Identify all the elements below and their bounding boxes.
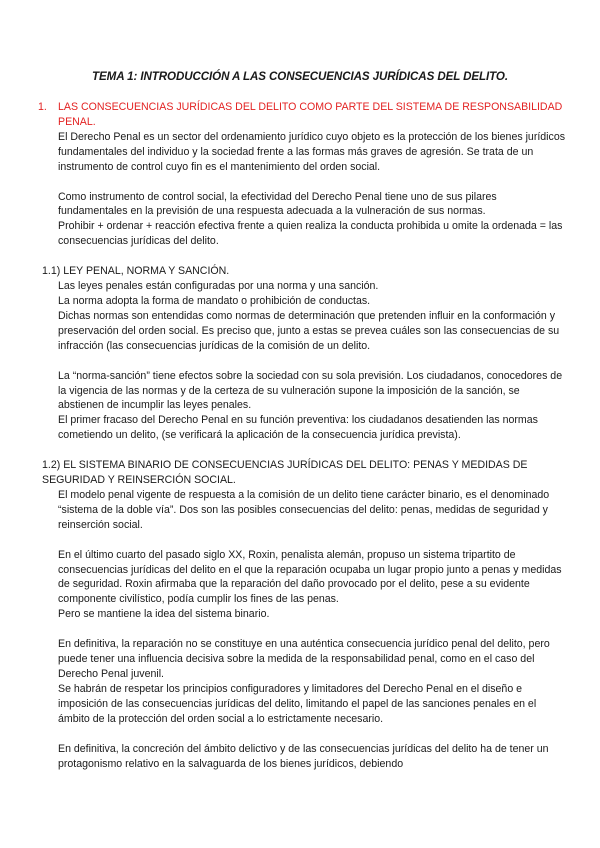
document-body xyxy=(36,100,566,771)
section-1-2-paragraph: En el último cuarto del pasado siglo XX, Roxin, penalista alemán, propuso un sistema tripartito de consecuencias jurídicas del delito en el que la reparación ocupaba un lugar propio junto a penas y medidas de seguridad. Roxin afirmaba que la reparación del daño provocado por el delito, pese a su evidente componente civilístico, podía cumplir los fines de las penas. xyxy=(58,548,562,606)
section-1-1-paragraph: Dichas normas son entendidas como normas de determinación que pretenden influir en la conformación y preservación del orden social. Es preciso que, junto a estas se prevea cuáles son las consecuencias de su infracción (las consecuencias jurídicas de la comisión de un delito. xyxy=(58,309,560,352)
section-1-1-paragraph: Las leyes penales están configuradas por una norma y una sanción. xyxy=(58,280,379,293)
section-1-paragraph: El Derecho Penal es un sector del ordenamiento jurídico cuyo objeto es la protección de los bienes jurídicos fundamentales del individuo y la sociedad frente a las formas más graves de agresión. Se trata de un instrumento de control cuyo fin es el mantenimiento del orden social. xyxy=(58,130,566,173)
section-1-paragraph: Como instrumento de control social, la efectividad del Derecho Penal tiene uno de sus pilares fundamentales en la previsión de una respuesta adecuada a la vulneración de sus normas. xyxy=(58,190,497,218)
section-1-2-heading xyxy=(36,458,566,488)
section-1-1-paragraph: El primer fracaso del Derecho Penal en su función preventiva: los ciudadanos desatienden las normas cometiendo un delito, (se verificará la aplicación de la consecuencia jurídica prevista). xyxy=(58,414,538,442)
section-1-heading-text: LAS CONSECUENCIAS JURÍDICAS DEL DELITO COMO PARTE DEL SISTEMA DE RESPONSABILIDAD PENAL. xyxy=(58,101,563,128)
section-1-2-paragraph: En definitiva, la concreción del ámbito delictivo y de las consecuencias jurídicas del delito ha de tener un protagonismo relativo en la salvaguarda de los bienes jurídicos, debiendo xyxy=(58,742,549,770)
section-1-1-paragraph: La norma adopta la forma de mandato o prohibición de conductas. xyxy=(58,294,371,307)
section-1-number: 1. xyxy=(38,101,47,113)
section-1-2-heading-text: 1.2) EL SISTEMA BINARIO DE CONSECUENCIAS JURÍDICAS DEL DELITO: PENAS Y MEDIDAS DE SEGURIDAD Y REINSERCIÓN SOCIAL. xyxy=(42,459,528,487)
document-title: TEMA 1: INTRODUCCIÓN A LAS CONSECUENCIAS JURÍDICAS DEL DELITO. xyxy=(92,70,508,83)
section-1-heading xyxy=(36,100,566,130)
section-1-2-paragraph: Pero se mantiene la idea del sistema binario. xyxy=(58,608,270,621)
section-1-2-paragraph: El modelo penal vigente de respuesta a la comisión de un delito tiene carácter binario, es el denominado “sistema de la doble vía”. Dos son las posibles consecuencias del delito: penas, medidas de seguridad y reinserción social. xyxy=(58,488,550,531)
section-1-1-paragraph: La “norma-sanción” tiene efectos sobre la sociedad con su sola previsión. Los ciudadanos, conocedores de la vigencia de las normas y de la certeza de su vulneración supone la imposición de la sanción, se abstienen de incumplir las leyes penales. xyxy=(58,369,563,412)
section-1-2-paragraph: En definitiva, la reparación no se constituye en una auténtica consecuencia jurídico penal del delito, pero puede tener una influencia decisiva sobre la medida de la responsabilidad penal, como en el caso del Derecho Penal juvenil. xyxy=(58,638,550,680)
section-1-1-heading: 1.1) LEY PENAL, NORMA Y SANCIÓN. xyxy=(42,265,230,278)
section-1-paragraph: Prohibir + ordenar + reacción efectiva frente a quien realiza la conducta prohibida u omite la ordenada = las consecuencias jurídicas del delito. xyxy=(58,220,563,248)
section-1-2-paragraph: Se habrán de respetar los principios configuradores y limitadores del Derecho Penal en el diseño e imposición de las consecuencias jurídicas del delito, limitando el papel de las sanciones penales en el ámbito de la protección del orden social a lo estrictamente necesario. xyxy=(58,682,537,725)
